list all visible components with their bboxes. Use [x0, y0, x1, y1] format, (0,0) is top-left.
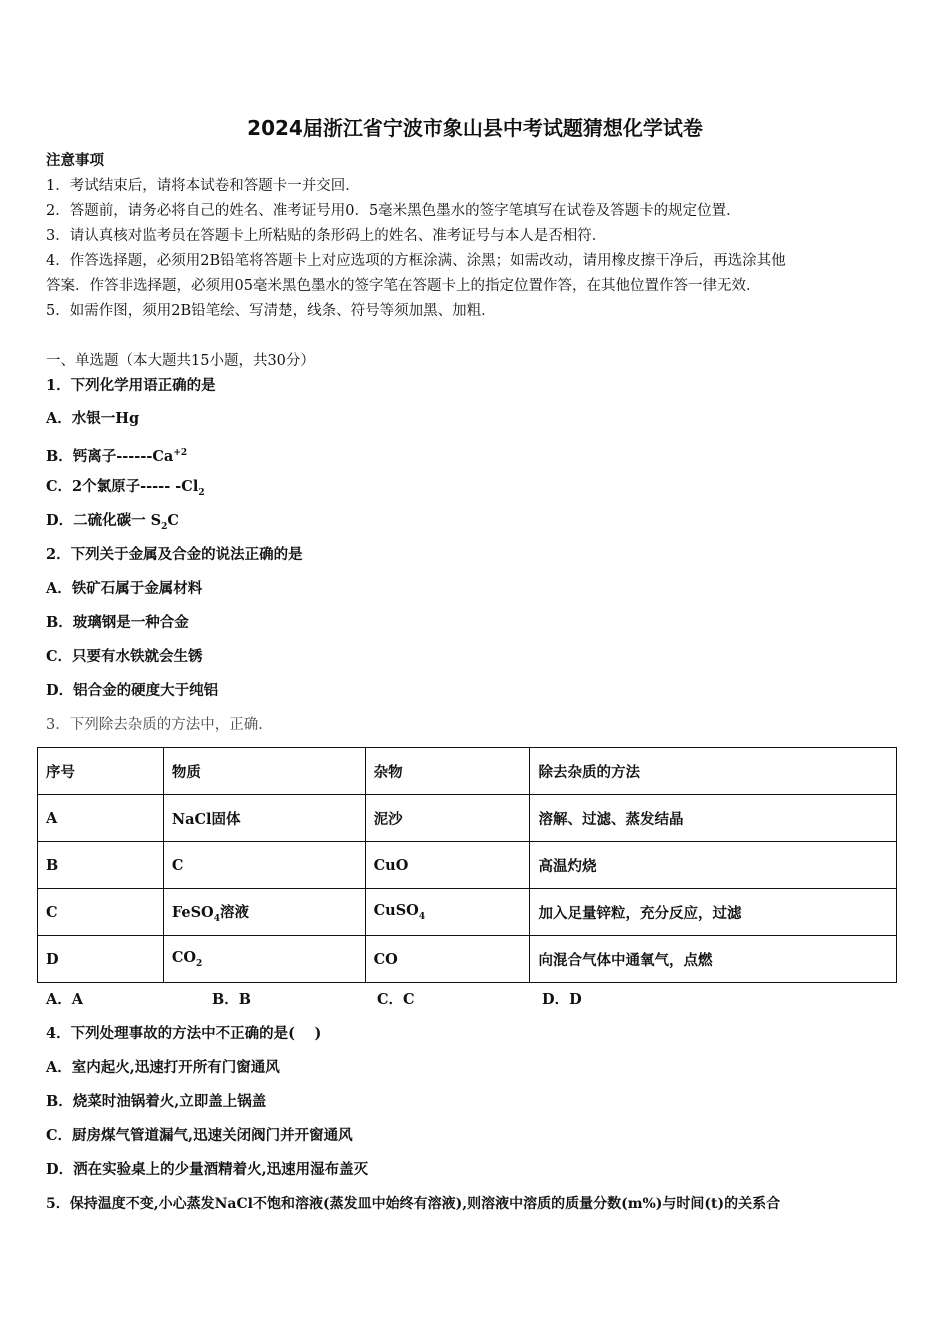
q4-option-d: D．洒在实验桌上的少量酒精着火,迅速用湿布盖灭: [46, 1161, 369, 1178]
table-cell: 向混合气体中通氧气，点燃: [530, 936, 897, 983]
q1-option-a: A．水银一Hg: [46, 410, 140, 427]
q1-option-c: C．2个氯原子----- $-Cl_2$: [46, 478, 205, 498]
q4-option-c: C．厨房煤气管道漏气,迅速关闭阀门并开窗通风: [46, 1127, 353, 1144]
table-cell: CO: [365, 936, 530, 983]
table-header-cell: 物质: [163, 748, 365, 795]
q4-option-a: A．室内起火,迅速打开所有门窗通风: [46, 1059, 280, 1076]
notice-item: 答案．作答非选择题，必须用05毫米黑色墨水的签字笔在答题卡上的指定位置作答，在其他位置作答一律无效．: [46, 278, 761, 294]
table-cell: C: [163, 842, 365, 889]
q3-answer-option: A．A: [46, 991, 84, 1008]
q3-answer-option: D．D: [542, 991, 582, 1008]
section-heading: 一、单选题（本大题共15小题，共30分）: [46, 353, 315, 369]
table-cell: NaCl固体: [163, 795, 365, 842]
table-row: [38, 889, 897, 936]
notice-item: 4．作答选择题，必须用2B铅笔将答题卡上对应选项的方框涂满、涂黑；如需改动，请用橡皮擦干净后，再选涂其他: [46, 253, 786, 269]
q2-stem: 2．下列关于金属及合金的说法正确的是: [46, 546, 303, 563]
table-row: [38, 795, 897, 842]
q3-answer-option: C．C: [377, 991, 415, 1008]
table-cell: A: [38, 795, 164, 842]
notice-heading: 注意事项: [46, 152, 104, 169]
table-cell: 高温灼烧: [530, 842, 897, 889]
table-header-cell: 杂物: [365, 748, 530, 795]
q2-option-b: B．玻璃钢是一种合金: [46, 614, 189, 631]
table-cell: B: [38, 842, 164, 889]
table-cell: CuSO$_4$: [365, 889, 530, 936]
table-cell: FeSO$_4$溶液: [163, 889, 365, 936]
table-cell: 泥沙: [365, 795, 530, 842]
notice-item: 3．请认真核对监考员在答题卡上所粘贴的条形码上的姓名、准考证号与本人是否相符．: [46, 228, 607, 244]
table-cell: 溶解、过滤、蒸发结晶: [530, 795, 897, 842]
notice-item: 1．考试结束后，请将本试卷和答题卡一并交回．: [46, 178, 360, 194]
q4-option-b: B．烧菜时油锅着火,立即盖上锅盖: [46, 1093, 267, 1110]
table-cell: D: [38, 936, 164, 983]
table-header-row: [38, 748, 897, 795]
notice-item: 2．答题前，请务必将自己的姓名、准考证号用0．5毫米黑色墨水的签字笔填写在试卷及答题卡的规定位置．: [46, 203, 741, 219]
table-row: [38, 936, 897, 983]
q3-answer-option: B．B: [212, 991, 252, 1008]
q2-option-a: A．铁矿石属于金属材料: [46, 580, 203, 597]
q5-stem: 5．保持温度不变,小心蒸发NaCl不饱和溶液(蒸发皿中始终有溶液),则溶液中溶质的质量分数(m%)与时间(t)的关系合: [46, 1196, 781, 1212]
q2-option-c: C．只要有水铁就会生锈: [46, 648, 203, 665]
table-header-cell: 除去杂质的方法: [530, 748, 897, 795]
table-header-cell: 序号: [38, 748, 164, 795]
q2-option-d: D．铝合金的硬度大于纯铝: [46, 682, 219, 699]
table-cell: 加入足量锌粒，充分反应，过滤: [530, 889, 897, 936]
table-cell: $CO_2$: [163, 936, 365, 983]
page-title: 2024届浙江省宁波市象山县中考试题猜想化学试卷: [247, 116, 703, 140]
q3-table: [37, 747, 897, 983]
table-cell: C: [38, 889, 164, 936]
table-cell: CuO: [365, 842, 530, 889]
q3-stem: 3．下列除去杂质的方法中，正确.: [46, 717, 263, 733]
q4-stem: 4．下列处理事故的方法中不正确的是( ): [46, 1025, 322, 1042]
q1-option-b: B．钙离子$------Ca^{+2}$: [46, 447, 188, 465]
notice-item: 5．如需作图，须用2B铅笔绘、写清楚，线条、符号等须加黑、加粗．: [46, 303, 496, 319]
table-row: [38, 842, 897, 889]
q1-option-d: D．二硫化碳一 $S_2C$: [46, 512, 179, 532]
q1-stem: 1．下列化学用语正确的是: [46, 377, 216, 394]
